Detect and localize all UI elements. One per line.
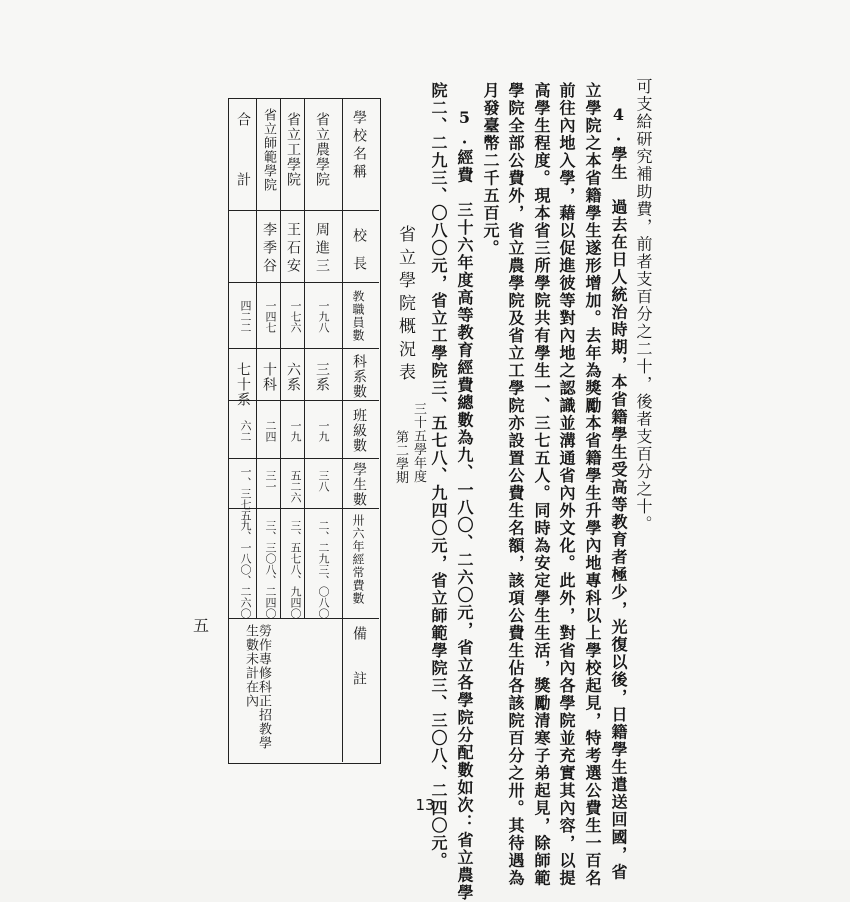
row-3-depts: 十科 (261, 362, 277, 392)
row-3-school: 省立師範學院 (261, 108, 276, 192)
row-total-staff: 四二二 (239, 300, 252, 333)
header-classes: 班級數 (351, 408, 367, 453)
body-line-6: 學院全部公費外，省立農學院及省立工學院亦設置公費生名額，該項公費生佔各該院百分之卅。其待遇為 (506, 82, 525, 887)
body-line-5: 高學生程度。現本省三所學院共有學生一、三七五人。同時為安定學生生活，獎勵清寒子弟起見，除師範 (532, 82, 551, 887)
header-students: 學生數 (351, 462, 367, 507)
row-total-classes: 六二 (239, 420, 252, 442)
row-2-staff: 一七六 (289, 300, 302, 333)
body-line-2: 4.學生 過去在日人統治時期，本省籍學生受高等教育者極少，光復以後，日籍學生遣送回國，省 (609, 105, 628, 881)
table-divider (280, 98, 281, 618)
row-3-students: 三一 (264, 470, 277, 492)
row-total-label: 合 計 (235, 112, 251, 192)
table-term-note: 第二學期 (393, 430, 408, 484)
table-divider (256, 98, 257, 618)
header-school: 學校名稱 (351, 110, 367, 182)
row-1-classes: 一九 (317, 420, 330, 442)
page-number: 13 (415, 796, 435, 814)
row-2-classes: 一九 (289, 420, 302, 442)
body-line-8: 5.經費 三十六年度高等教育經費總數為九、一八〇、二六〇元，省立各學院分配數如次：省立農學 (455, 108, 474, 902)
row-1-budget: 二、二九三、〇八〇 (317, 520, 330, 619)
row-1-depts: 三系 (314, 362, 330, 392)
table-year-note: 三十五學年度 (411, 402, 426, 483)
row-3-budget: 三、三〇八、二四〇 (264, 520, 277, 619)
table-divider (342, 98, 343, 762)
row-2-students: 五二六 (289, 470, 302, 503)
table-title: 省立學院概況表 (395, 225, 415, 386)
row-3-classes: 二四 (264, 420, 277, 442)
body-line-3: 立學院之本省籍學生遂形增加。去年為獎勵本省籍學生升學內地專科以上學校起見，特考選公費生一百名 (583, 82, 602, 887)
row-2-budget: 三、五七八、九四〇 (289, 520, 302, 619)
header-principal: 校長 (351, 228, 367, 284)
header-staff: 教職員數 (351, 290, 365, 342)
row-2-principal: 王石安 (285, 222, 301, 276)
header-remarks: 備 註 (351, 626, 367, 686)
row-3-principal: 李季谷 (261, 222, 277, 276)
body-line-7: 月發臺幣二千五百元。 (481, 82, 500, 257)
row-3-remarks: 勞作專修科正招教學生數未計在內 (243, 624, 271, 750)
body-line-9: 院二、二九三、〇八〇元，省立工學院三、五七八、九四〇元，省立師範學院三、三〇八、二四〇元。 (429, 82, 448, 870)
table-divider (228, 458, 379, 459)
body-line-1: 可支給研究補助費，前者支百分之二十，後者支百分之十。 (634, 78, 653, 533)
row-2-depts: 六系 (285, 362, 301, 392)
side-marker: 五 (193, 616, 210, 635)
body-line-4: 前往內地入學，藉以促進彼等對內地之認識並溝通省內外文化。此外，對省內各學院並充實其內容，以提 (557, 82, 576, 887)
row-1-school: 省立農學院 (314, 112, 330, 187)
table-divider (228, 348, 379, 349)
row-2-school: 省立工學院 (285, 112, 301, 187)
table-divider (228, 210, 379, 211)
table-divider (304, 98, 305, 618)
row-total-depts: 七十系 (235, 362, 251, 407)
row-1-students: 三八 (317, 470, 330, 492)
row-1-principal: 周進三 (314, 222, 330, 276)
header-budget: 卅六年經常費數 (351, 514, 365, 605)
row-total-budget: 九、一八〇、二六〇 (239, 520, 252, 619)
row-1-staff: 一九八 (317, 300, 330, 333)
row-total-students: 一、三七五 (239, 466, 252, 521)
row-3-staff: 一四七 (264, 300, 277, 333)
header-depts: 科系數 (351, 354, 367, 399)
